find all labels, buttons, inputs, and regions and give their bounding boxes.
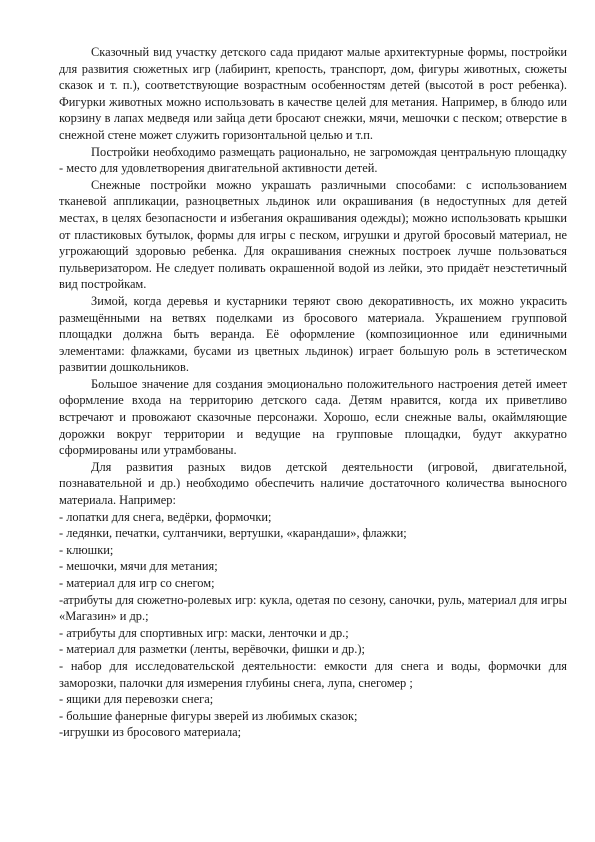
list-item: -игрушки из бросового материала; xyxy=(59,725,242,740)
list-item: - материал для разметки (ленты, верёвочки, фишки и др.); xyxy=(59,642,365,657)
list-item: - ящики для перевозки снега; xyxy=(59,692,214,707)
paragraph-architectural-forms: Сказочный вид участку детского сада придают малые архитектурные формы, постройки для развития сюжетных игр (лабиринт, крепость, транспорт, дом, фигуры животных, сюжеты сказок и т. п.), соответствующие возрастным особенностям детей (высотой в рост ребенка). Фигурки животных можно использовать в качестве целей для метания. Например, в блюдо или корзину в лапах медведя или зайца дети бросают снежки, мячи, мешочки с песком; отверстие в снежной стене может служить горизонтальной целью и т.п. xyxy=(59,45,567,142)
list-item: - мешочки, мячи для метания; xyxy=(59,559,218,574)
list-item: - атрибуты для спортивных игр: маски, ленточки и др.; xyxy=(59,625,349,640)
paragraph-snow-decoration: Снежные постройки можно украшать различными способами: с использованием тканевой аппликации, разноцветных льдинок или окрашивания (в недоступных для детей местах, в целях безопасности и избегания окрашивания одежды); можно использовать крышки от пластиковых бутылок, формы для игры с песком, игрушки и другой бросовый материал, не угрожающий здоровью ребенка. Для окрашивания снежных построек лучше пользоваться пульверизатором. Не следует поливать окрашенной водой из лейки, это придаёт неэстетичный вид постройкам. xyxy=(59,177,567,292)
paragraph-outdoor-material: Для развития разных видов детской деятельности (игровой, двигательной, познавательной и др.) необходимо обеспечить наличие достаточного количества выносного материала. Например: xyxy=(59,459,567,508)
list-item: - ледянки, печатки, султанчики, вертушки, «карандаши», флажки; xyxy=(59,526,407,541)
document-page xyxy=(59,44,567,741)
list-item: -атрибуты для сюжетно-ролевых игр: кукла, одетая по сезону, саночки, руль, материал для игры «Магазин» и др.; xyxy=(59,592,567,624)
paragraph-entrance: Большое значение для создания эмоционально положительного настроения детей имеет оформление входа на территорию детского сада. Детям нравится, когда их приветливо встречают и провожают сказочные персонажи. Хорошо, если снежные валы, окаймляющие дорожки вокруг территории и ведущие на групповые площадки, будут аккуратно сформированы или утрамбованы. xyxy=(59,376,567,458)
paragraph-winter-decoration: Зимой, когда деревья и кустарники теряют свою декоративность, их можно украсить размещёнными на ветвях поделками из бросового материала. Украшением групповой площадки должна быть веранда. Её оформление (композиционное или единичными элементами: флажками, бусами из цветных льдинок) играет большую роль в эстетическом развитии дошкольников. xyxy=(59,293,567,375)
list-item: - клюшки; xyxy=(59,542,114,557)
material-list xyxy=(59,509,567,741)
list-item: - лопатки для снега, ведёрки, формочки; xyxy=(59,509,272,524)
paragraph-placement: Постройки необходимо размещать рационально, не загромождая центральную площадку - место для удовлетворения двигательной активности детей. xyxy=(59,144,567,176)
list-item: - большие фанерные фигуры зверей из любимых сказок; xyxy=(59,708,358,723)
list-item: - материал для игр со снегом; xyxy=(59,576,215,590)
list-item: - набор для исследовательской деятельности: емкости для снега и воды, формочки для заморозки, палочки для измерения глубины снега, лупа, снегомер ; xyxy=(59,658,567,690)
